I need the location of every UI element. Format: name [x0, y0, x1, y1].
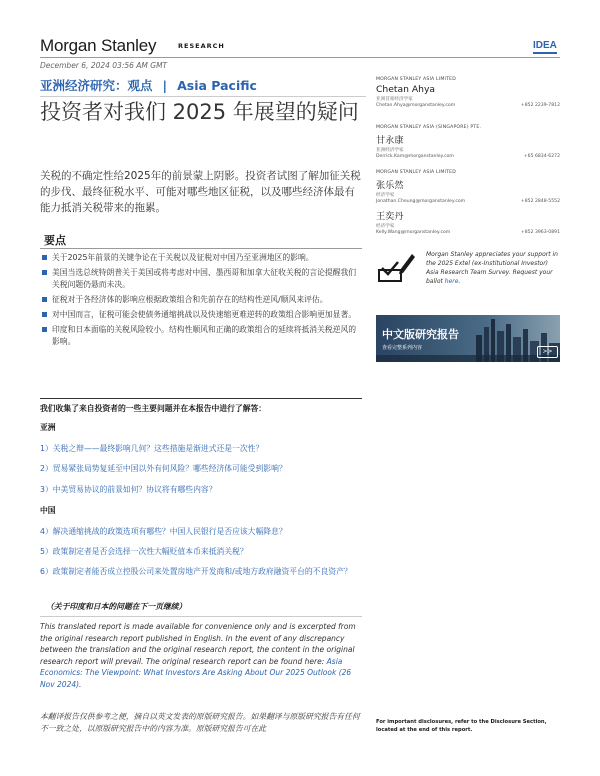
analyst-role: 经济学家 [376, 224, 395, 229]
key-point: 关于2025年前景的关键争论在于关税以及征税对中国乃至亚洲地区的影响。 [40, 252, 362, 264]
analyst-contact [376, 199, 560, 204]
disclaimer-english [40, 621, 358, 690]
questions-divider [40, 398, 362, 399]
analyst-role: 亚洲经济学家 [376, 148, 404, 153]
survey-message [426, 250, 560, 286]
analyst-role: 亚洲首席经济学家 [376, 97, 413, 102]
disclosure-note: For important disclosures, refer to the Disclosure Section, located at the end of this report. [376, 719, 547, 733]
ballot-pen-icon [376, 248, 416, 284]
disclaimer-chinese: 本翻译报告仅供参考之便，摘自以英文发表的原版研究报告。如果翻译与原版研究报告有任何不一致之处，以原版研究报告中的内容为准。原版研究报告可在此 [40, 712, 360, 733]
continued-note: （关于印度和日本的问题在下一页继续） [46, 602, 187, 611]
analyst-name: Chetan Ahya [376, 84, 436, 95]
key-point: 美国当选总统特朗普关于美国或将考虑对中国、墨西哥和加拿大征收关税的言论提醒我们关税问题仍悬而未决。 [40, 267, 362, 291]
summary: 关税的不确定性给2025年的前景蒙上阴影。投资者试图了解加征关税的步伐、最终征税水平、可能对哪些地区征税，以及哪些经济体最有能力抵消关税带来的拖累。 [40, 170, 361, 214]
analyst-name: 王奕丹 [376, 211, 404, 222]
brand-logo: Morgan Stanley [40, 36, 157, 55]
analyst-contact [376, 230, 560, 235]
disclaimer-english-end: . [79, 679, 82, 689]
analyst-email[interactable]: Derrick.Kam@morganstanley.com [376, 154, 454, 159]
key-point: 征税对于各经济体的影响应根据政策组合和先前存在的结构性逆风/顺风来评估。 [40, 294, 362, 306]
analyst-phone: +852 2848-5552 [520, 199, 560, 204]
analyst-card [376, 77, 560, 108]
header-divider [40, 57, 560, 58]
analyst-email[interactable]: Chetan.Ahya@morganstanley.com [376, 103, 456, 108]
survey-text-end: . [458, 278, 461, 285]
analyst-card [376, 170, 560, 204]
disclaimer-divider [40, 616, 362, 617]
key-point: 对中国而言，征税可能会使债务通缩挑战以及快速缩更难逆转的政策组合影响更加显著。 [40, 309, 362, 321]
disclaimer-english-text: This translated report is made available for convenience only and is excerpted from the original research report published in English. In the event of any discrepancy between the translation and the original research report, the content in the original research report will prevail. The original research report can be found here: [40, 622, 356, 666]
analyst-phone: +852 2239-7812 [520, 103, 560, 108]
analyst-name: 张乐然 [376, 180, 404, 191]
series-name: 亚洲经济研究：观点 [40, 78, 153, 93]
series-separator: | [162, 78, 168, 93]
original-report-link[interactable]: Asia Economics: The Viewpoint: What Investors Are Asking About Our 2025 Outlook (26 Nov 2024) [40, 656, 352, 689]
analyst-card [376, 206, 560, 235]
research-label: RESEARCH [178, 42, 225, 50]
analyst-phone: +852 3963-0891 [520, 230, 560, 235]
question-link[interactable]: 2）贸易紧张局势复延至中国以外有何风险？哪些经济体可能受到影响？ [40, 464, 287, 473]
analyst-contact [376, 103, 560, 108]
question-link[interactable]: 3）中美贸易协议的前景如何？协议将有哪些内容？ [40, 485, 217, 494]
ballot-link[interactable]: here [444, 278, 459, 285]
question-link[interactable]: 4）解决通缩挑战的政策选项有哪些？中国人民银行是否应该大幅降息？ [40, 527, 287, 536]
survey-text: Morgan Stanley appreciates your support in the 2025 Extel (ex-Institutional Investor) Asia Research Team Survey. Request your ballot [426, 251, 558, 285]
series-divider [40, 96, 366, 97]
question-link[interactable]: 1）关税之辩——最终影响几何？这些措施是渐进式还是一次性？ [40, 444, 264, 453]
key-point: 印度和日本面临的关税风险较小。结构性顺风和正确的政策组合的延续将抵消关税逆风的影响。 [40, 324, 362, 348]
analyst-email[interactable]: Kelly.Wang@morganstanley.com [376, 230, 451, 235]
analyst-card [376, 125, 560, 159]
banner-subtitle[interactable]: 查看完整系列内容 [382, 345, 423, 351]
banner-arrow-button[interactable]: >> [537, 346, 558, 358]
region-name: Asia Pacific [177, 78, 257, 93]
page-title: 投资者对我们 2025 年展望的疑问 [40, 100, 359, 124]
region-heading-asia: 亚洲 [40, 423, 56, 432]
key-points-heading: 要点 [44, 234, 66, 247]
analyst-name: 甘永康 [376, 135, 404, 146]
analyst-email[interactable]: Jonathan.Cheung@morganstanley.com [376, 199, 466, 204]
series-header [40, 76, 257, 94]
key-points-list [40, 252, 362, 351]
idea-label: IDEA [533, 40, 557, 54]
analyst-firm: MORGAN STANLEY ASIA LIMITED [376, 77, 456, 82]
publish-date: December 6, 2024 03:56 AM GMT [40, 61, 168, 70]
analyst-phone: +65 6834-6272 [523, 154, 560, 159]
banner-title: 中文版研究报告 [382, 328, 459, 341]
analyst-firm: MORGAN STANLEY ASIA LIMITED [376, 170, 456, 175]
question-link[interactable]: 5）政策制定者是否会选择一次性大幅贬值本币来抵消关税？ [40, 547, 248, 556]
key-points-divider [40, 248, 362, 249]
analyst-firm: MORGAN STANLEY ASIA (SINGAPORE) PTE. [376, 125, 482, 130]
question-link[interactable]: 6）政策制定者能否成立控股公司来处置房地产开发商和/或地方政府融资平台的不良资产？ [40, 567, 352, 576]
analyst-contact [376, 154, 560, 159]
questions-intro: 我们收集了来自投资者的一些主要问题并在本报告中进行了解答： [40, 404, 267, 413]
analyst-role: 经济学家 [376, 193, 395, 198]
region-heading-china: 中国 [40, 506, 56, 515]
